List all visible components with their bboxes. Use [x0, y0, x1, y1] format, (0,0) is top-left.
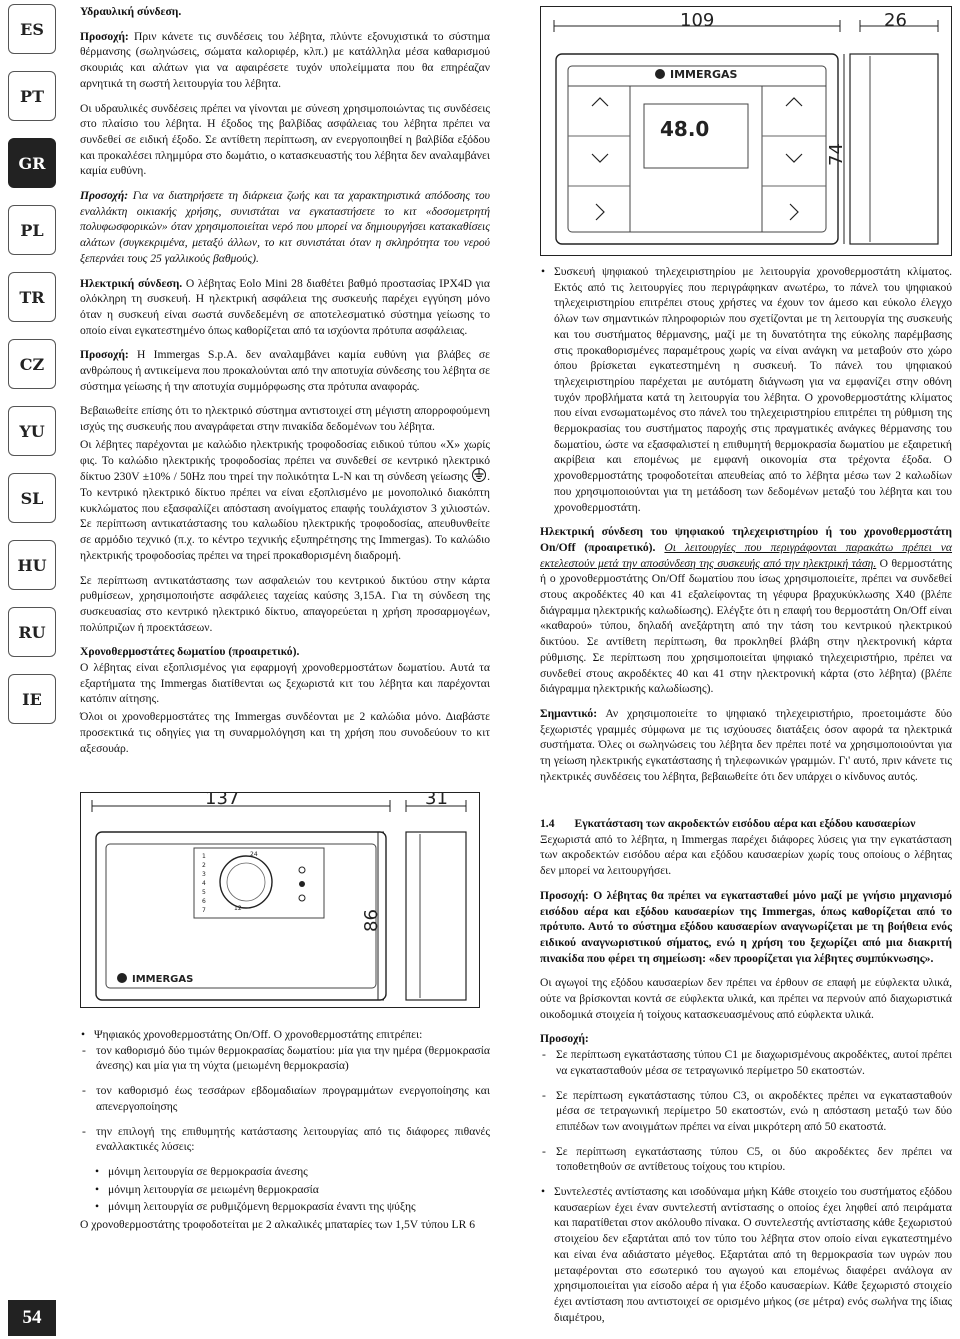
logo-icon [117, 973, 127, 983]
tab-lang-yu[interactable]: YU [8, 406, 56, 456]
right-column-lower [540, 816, 952, 1334]
list-item: • Συντελεστές αντίστασης και ισοδύναμα μήκη Κάθε στοιχείο του συστήματος εξόδου καυσαερίων έχει έναν συντελεστή αντίστασης ο οποίος έχει ληφθεί από πειράματα και παρατίθεται στον ακόλουθο πίνακα. Ο συντελεστής αντίστασης κάθε ξεχωριστού στοιχείου δεν εξαρτάται από τον τύπο του λέβητα στον οποίο είναι εγκατεστημένο και είναι ένα αδιάστατο μέγεθος. Εξαρτάται από τη θερμοκρασία των υγρών που μεταφέρονται στο εσωτερικό του αγωγού και επομένως διαφέρει ανάλογα αν χρησιμοποιείται για είσοδο αέρα ή για έξοδο καυσαερίων. Κάθε ξεχωριστό στοιχείο έχει αντίσταση που αντιστοιχεί σε ορισμένο μήκος (σε μέτρα) ενός σωλήνα της ίδιας διαμέτρου, [554, 1184, 952, 1325]
left-column [80, 4, 490, 765]
paragraph: Οι λέβητες παρέχονται με καλώδιο ηλεκτρικής τροφοδοσίας ειδικού τύπου «X» χωρίς φις. Το καλώδιο ηλεκτρικής τροφοδοσίας πρέπει να συνδεθεί σε κεντρικό ηλεκτρικό δίκτυο 230V ±10% / 50Hz που τηρεί την πολικότητα L-N και τη σύνδεση γείωσης . Το κεντρικό ηλεκτρικό δίκτυο πρέπει να είναι εξοπλισμένο με μονοπολικό διακόπτη κυκλώματος που εξασφαλίζει απόσταση ανοίγματος επαφής τουλάχιστον 3 χιλιοστών. Σε περίπτωση αντικατάστασης του καλωδίου ηλεκτρικής τροφοδοσίας, απευθυνθείτε σε αρμόδιο τεχνικό (π.χ. το κέντρο τεχνικής εξυπηρέτησης της Immergas). Το καλώδιο ηλεκτρικής τροφοδοσίας πρέπει να τηρεί προκαθορισμένη διαδρομή. [80, 437, 490, 562]
list-item: - τον καθορισμό δύο τιμών θερμοκρασίας δωματίου: μία για την ημέρα (θερμοκρασία άνεσης) και μία για τη νύχτα (μειωμένη θερμοκρασία) [80, 1043, 490, 1074]
list-item: - την επιλογή της επιθυμητής κατάστασης λειτουργίας από τις διάφορες πιθανές εναλλακτικές λύσεις: [80, 1124, 490, 1155]
brand-logo: IMMERGAS [670, 68, 738, 81]
tab-lang-pl[interactable]: PL [8, 205, 56, 255]
display-value: 48.0 [660, 117, 710, 141]
dial-number: 2 [202, 862, 206, 869]
dim-depth: 31 [425, 792, 448, 809]
paragraph: Ηλεκτρική σύνδεση. Ο λέβητας Eolo Mini 28 διαθέτει βαθμό προστασίας IPX4D για ολόκληρη τη συσκευή. Η ηλεκτρική ασφάλεια της συσκευής παρέχει εγγύηση μόνο όταν η συσκευή είναι σωστά συνδεδεμένη σε αποτελεσματικό σύστημα γείωσης το οποίο είναι εγκατεστημένο όπως καθορίζεται από τα ισχύοντα πρότυπα ασφάλειας. [80, 276, 490, 337]
subheading: Προσοχή: [540, 1032, 589, 1046]
paragraph: Οι αγωγοί της εξόδου καυσαερίων δεν πρέπει να έρθουν σε επαφή με εύφλεκτα υλικά, ούτε να βρίσκονται κοντά σε εύφλεκτα υλικά, και πρέπει να περνούν από διαχωριστικά οικοδομικά στοιχεία ή τοίχους κατασκευασμένους από εύφλεκτα υλικά. [540, 976, 952, 1021]
section-title-thermostats: Χρονοθερμοστάτες δωματίου (προαιρετικό). [80, 645, 300, 659]
moon-icon [299, 881, 305, 887]
dim-height: 86 [361, 909, 382, 932]
paragraph: Προσοχή: Η Immergas S.p.A. δεν αναλαμβάνει καμία ευθύνη για βλάβες σε ανθρώπους ή αντικείμενα που προκαλούνται από την αποτυχία σύνδεσης του λέβητα σε σύστημα γείωσης ή την αποτυχία συμμόρφωσης στα πρότυπα αναφοράς. [80, 348, 490, 393]
dial-top: 24 [250, 851, 258, 858]
dim-width: 109 [680, 10, 715, 31]
paragraph: Βεβαιωθείτε επίσης ότι το ηλεκτρικό σύστημα αντιστοιχεί στη μέγιστη απορροφούμενη ισχύς της συσκευής που αναγράφεται στην πινακίδα δεδομένων του λέβητα. [80, 404, 490, 434]
dial-number: 4 [202, 880, 206, 887]
paragraph: Οι υδραυλικές συνδέσεις πρέπει να γίνονται με σύνεση χρησιμοποιώντας τις συνδέσεις στο πλαίσιο του λέβητα. Η έξοδος της βαλβίδας ασφάλειας του λέβητα πρέπει να συνδεθεί σε ειδική έξοδο. Σε αντίθετη περίπτωση, αν ενεργοποιηθεί η βαλβίδα εξόδου και προκαλέσει πλημμύρα στο δωμάτιο, ο κατασκευαστής του λέβητα δεν αναλαμβάνει καμία ευθύνη. [80, 101, 490, 178]
tab-lang-cz[interactable]: CZ [8, 339, 56, 389]
brand-logo: IMMERGAS [132, 974, 194, 985]
ground-icon [471, 468, 487, 482]
tab-lang-pt[interactable]: PT [8, 71, 56, 121]
dial-number: 6 [202, 898, 206, 905]
tab-lang-ru[interactable]: RU [8, 607, 56, 657]
tab-lang-ie[interactable]: IE [8, 674, 56, 724]
list-item: - Σε περίπτωση εγκατάστασης τύπου C3, οι ακροδέκτες πρέπει να εγκατασταθούν μέσα σε τετραγωνική περίμετρο 50 εκατοστών, ενώ η απόσταση μεταξύ των δύο επιπέδων των ανοιγμάτων πρέπει να είναι μικρότερη από 50 εκατοστά. [540, 1088, 952, 1135]
paragraph: Προσοχή: Για να διατηρήσετε τη διάρκεια ζωής και τα χαρακτηριστικά απόδοσης του εναλλάκτη οικιακής χρήσης, συνιστάται να εγκαταστήσετε το κιτ «δοσομετρητή πολυφωσφορικών» όταν χρησιμοποιείται νερό που μπορεί να δημιουργήσει κατακαθίσεις αλάτων (συγκεκριμένα, μεταξύ άλλων, το κιτ συνιστάται όταν η σκληρότητα του νερού ξεπερνάει τους 25 γαλλικούς βαθμούς). [80, 189, 490, 265]
paragraph: Προσοχή: Πριν κάνετε τις συνδέσεις του λέβητα, πλύντε εξονυχιστικά το σύστημα θέρμανσης (σωληνώσεις, σώματα καλοριφέρ, κλπ.) με κατάλληλα μέσα καθαρισμού σκουριάς και αλάτων για να αφαιρέσετε τυχόν υπολείμματα που θα επηρέαζαν αρνητικά τη σωστή λειτουργία του λέβητα. [80, 29, 490, 90]
dial-number: 3 [202, 871, 206, 878]
left-column-lower [80, 1027, 490, 1242]
thermostat-diagram [80, 792, 480, 1008]
dial-bottom: 12 [234, 905, 242, 912]
page-number: 54 [8, 1300, 56, 1336]
list-item: - Σε περίπτωση εγκατάστασης τύπου C5, οι δύο ακροδέκτες δεν πρέπει να τοποθετηθούν σε αντίθετους τοίχους του κτιρίου. [540, 1144, 952, 1175]
list-item: • μόνιμη λειτουργία σε ρυθμιζόμενη θερμοκρασία έναντι της ψύξης [108, 1199, 490, 1215]
dim-depth: 26 [884, 10, 907, 31]
language-tabs [8, 4, 56, 741]
dial-number: 1 [202, 853, 206, 860]
paragraph: Προσοχή: Ο λέβητας θα πρέπει να εγκατασταθεί μόνο μαζί με γνήσιο μηχανισμό εισόδου αέρα και εξόδου καυσαερίων της Immergas, όπως καθορίζεται από το πρότυπο. Αυτό το σύστημα εξόδου καυσαερίων αναγνωρίζεται με τη βοήθεια ενός ειδικού αναγνωριστικού σήματος, ενώ η χρήση του ξεχωρίζει από μια διακριτή πινακίδα που φέρει τη σημείωση: «δεν προορίζεται για λέβητες συμπύκνωσης». [540, 888, 952, 965]
list-item: • Συσκευή ψηφιακού τηλεχειριστηρίου με λειτουργία χρονοθερμοστάτη κλίματος. Εκτός από τις λειτουργίες που περιγράφηκαν ανωτέρω, το πάνελ του ψηφιακού τηλεχειριστηρίου επιτρέπει στους χρήστες να έχουν τον άμεσο και εύκολο έλεγχο όλων των σημαντικών πληροφοριών που σχετίζονται με τη λειτουργία της συσκευής και του συστήματος θέρμανσης, μαζί με τη δυνατότητα της εύκολης παρέμβασης στις προκαθορισμένες παραμέτρους χωρίς να είναι ανάγκη να μεταβούν στο χώρο όπου βρίσκεται εγκατεστημένη η συσκευή. Το πάνελ του ψηφιακού τηλεχειριστηρίου παρέχεται με αυτόματη διάγνωση για να εμφανίζει στην οθόνη τυχόν προβλήματα κατά τη λειτουργία του λέβητα. Ο χρονοθερμοστάτης κλίματος που είναι ενσωματωμένος στο πάνελ του τηλεχειριστηρίου επιτρέπει τη ρύθμιση της θερμοκρασίας του συστήματος παροχής στις πραγματικές ανάγκες θέρμανσης του δωματίου, ώστε να εξασφαλιστεί η επιθυμητή θερμοκρασία δωματίου με εξαιρετική ακρίβεια και επομένως με εμφανή οικονομία στα τρέχοντα έξοδα. Ο χρονοθερμοστάτης τροφοδοτείται απευθείας από το λέβητα μέσω των 2 καλωδίων που χρησιμοποιούνται για τη μετάδοση των δεδομένων μεταξύ του λέβητα και του χρονοθερμοστάτη. [554, 264, 952, 515]
dim-height: 74 [826, 143, 847, 166]
tab-lang-gr[interactable]: GR [8, 138, 56, 188]
paragraph: Σε περίπτωση αντικατάστασης των ασφαλειών του κεντρικού δικτύου στην κάρτα ρυθμίσεων, χρησιμοποιήστε ασφάλειες ταχείας καύσης 3,15A. Για τη σύνδεση της συσκευασίας στο κεντρικό ηλεκτρικό δίκτυο, απαγορεύεται η χρήση προσαρμογέων, πολύπριζων ή προεκτάσεων. [80, 573, 490, 634]
tab-lang-sl[interactable]: SL [8, 473, 56, 523]
dial-number: 5 [202, 889, 206, 896]
paragraph: Ο χρονοθερμοστάτης τροφοδοτείται με 2 αλκαλικές μπαταρίες των 1,5V τύπου LR 6 [80, 1218, 476, 1232]
list-item: • μόνιμη λειτουργία σε μειωμένη θερμοκρασία [108, 1182, 490, 1198]
tab-lang-es[interactable]: ES [8, 4, 56, 54]
paragraph: Ηλεκτρική σύνδεση του ψηφιακού τηλεχειριστηρίου ή του χρονοθερμοστάτη On/Off (προαιρετικό). Οι λειτουργίες που περιγράφονται παρακάτω πρέπει να εκτελεστούν μετά την αποσύνδεση της συσκευής από την ηλεκτρική τάση. Ο θερμοστάτης ή ο χρονοθερμοστάτης On/Off δωματίου που ίσως χρησιμοποιείτε, πρέπει να συνδεθεί στους ακροδέκτες 40 και 41 εξαλείφοντας τη γέφυρα βραχυκύκλωσης X40 (βλέπε διάγραμμα ηλεκτρικής καλωδίωσης). Ελέγξτε ότι η επαφή του θερμοστάτη On/Off είναι «καθαρού» τύπου, δηλαδή ανεξάρτητη από την τάση του κεντρικού ηλεκτρικού δικτύου. Σε αντίθετη περίπτωση, θα προκληθεί βλάβη στην ηλεκτρονική κάρτα ρύθμισης. Σε περίπτωση που χρησιμοποιείται ψηφιακό τηλεχειριστήριο, πρέπει να συνδεθεί στους ακροδέκτες 40 και 41 στην ηλεκτρονική κάρτα (στο λέβητα) (βλέπε διάγραμμα ηλεκτρικής καλωδίωσης). [540, 525, 952, 696]
dim-width: 137 [205, 792, 240, 809]
paragraph: Όλοι οι χρονοθερμοστάτες της Immergas συνδέονται με 2 καλώδια μόνο. Διαβάστε προσεκτικά τις οδηγίες για τη συναρμολόγηση και τη χρήση που συνοδεύουν το κιτ αξεσουάρ. [80, 710, 490, 755]
list-item: - τον καθορισμό έως τεσσάρων εβδομαδιαίων προγραμμάτων ενεργοποίησης και απενεργοποίησης [80, 1083, 490, 1114]
tab-lang-hu[interactable]: HU [8, 540, 56, 590]
section-heading: 1.4 Εγκατάσταση των ακροδεκτών εισόδου αέρα και εξόδου καυσαερίων [540, 817, 916, 830]
paragraph: Ξεχωριστά από το λέβητα, η Immergas παρέχει διάφορες λύσεις για την εγκατάσταση των ακροδεκτών εισόδου αέρα και εξόδου καυσαερίων χωρίς τους οποίους ο λέβητας δεν μπορεί να λειτουργήσει. [540, 832, 952, 878]
paragraph: Σημαντικό: Αν χρησιμοποιείτε το ψηφιακό τηλεχειριστήριο, προετοιμάστε δύο ξεχωριστές γραμμές σύμφωνα με τις ισχύουσες διατάξεις όσον αφορά τα ηλεκτρικά συστήματα. Όλες οι σωληνώσεις του λέβητα δεν πρέπει ποτέ να χρησιμοποιούνται για τη γείωση ηλεκτρικής εγκατάστασης ή τηλεφωνικών γραμμών. Γι' αυτό, πριν κάνετε τις ηλεκτρικές συνδέσεις του λέβητα, βεβαιωθείτε ότι δεν υπάρχει ο κίνδυνος αυτός. [540, 706, 952, 783]
tab-lang-tr[interactable]: TR [8, 272, 56, 322]
dial-number: 7 [202, 907, 206, 914]
list-item: • Ψηφιακός χρονοθερμοστάτης On/Off. Ο χρονοθερμοστάτης επιτρέπει: [94, 1027, 490, 1043]
right-column [540, 264, 952, 794]
paragraph: Ο λέβητας είναι εξοπλισμένος για εφαρμογή χρονοθερμοστάτων δωματίου. Αυτά τα εξαρτήματα της Immergas διατίθενται ως ξεχωριστά κιτ του λέβητα και παρέχονται κατόπιν αίτησης. [80, 661, 490, 706]
logo-icon [655, 69, 665, 79]
list-item: • μόνιμη λειτουργία σε θερμοκρασία άνεσης [108, 1164, 490, 1180]
section-title-hydraulic: Υδραυλική σύνδεση. [80, 5, 182, 18]
list-item: - Σε περίπτωση εγκατάστασης τύπου C1 με διαχωρισμένους ακροδέκτες, αυτοί πρέπει να εγκατασταθούν μέσα σε τετραγωνικό περίμετρο 50 εκατοστών. [540, 1047, 952, 1078]
remote-control-diagram [540, 6, 952, 256]
